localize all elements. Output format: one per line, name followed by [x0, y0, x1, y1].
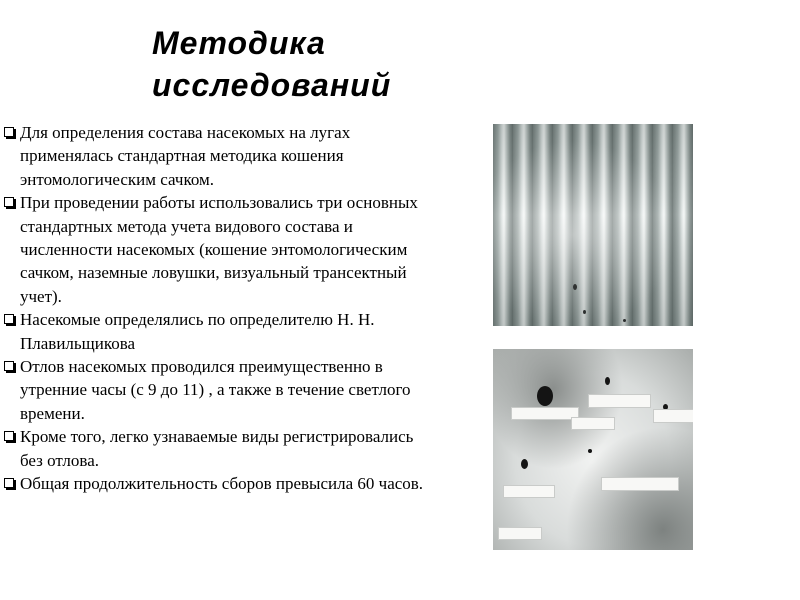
insect-specimen [521, 459, 528, 469]
checkbox-bullet-icon [4, 197, 14, 207]
insect-speck [623, 319, 626, 322]
slide-title-line2: исследований [152, 67, 392, 103]
checkbox-bullet-icon [4, 431, 14, 441]
slide-title [152, 22, 391, 106]
checkbox-bullet-icon [4, 478, 14, 488]
specimen-label [601, 477, 679, 491]
insect-specimen [605, 377, 610, 385]
specimen-label [653, 409, 693, 423]
beetle-specimen [537, 386, 553, 406]
bullet-text: Для определения состава насекомых на лугах применялась стандартная методика кошения энтомологическим сачком. [20, 123, 351, 189]
insect-specimen [588, 449, 592, 453]
bullet-text: Кроме того, легко узнаваемые виды регистрировались без отлова. [20, 427, 414, 470]
checkbox-bullet-icon [4, 127, 14, 137]
bullet-text: Насекомые определялись по определителю Н. Н. Плавильщикова [20, 310, 375, 353]
bullet-text: Общая продолжительность сборов превысила 60 часов. [20, 474, 424, 494]
photo-insect-samples [493, 349, 693, 550]
insect-speck [583, 310, 586, 314]
specimen-label [511, 407, 579, 420]
checkbox-bullet-icon [4, 314, 14, 324]
bullet-item [4, 308, 440, 355]
checkbox-bullet-icon [4, 361, 14, 371]
specimen-label [503, 485, 555, 498]
specimen-label [588, 394, 651, 408]
specimen-label [571, 417, 615, 430]
bullet-item [4, 121, 440, 191]
photo-corrugated-sheet [493, 124, 693, 326]
bullet-item [4, 191, 440, 308]
insect-speck [573, 284, 577, 290]
bullet-item [4, 425, 440, 472]
bullet-list [4, 121, 440, 496]
bullet-item [4, 472, 440, 495]
slide-title-line1: Методика [152, 25, 326, 61]
specimen-label [498, 527, 542, 540]
bullet-item [4, 355, 440, 425]
bullet-text: Отлов насекомых проводился преимущественно в утренние часы (с 9 до 11) , а также в течение светлого времени. [20, 357, 411, 423]
bullet-text: При проведении работы использовались три основных стандартных метода учета видового состава и численности насекомых (кошение энтомологическим сачком, наземные ловушки, визуальный трансектный учет). [20, 193, 418, 306]
